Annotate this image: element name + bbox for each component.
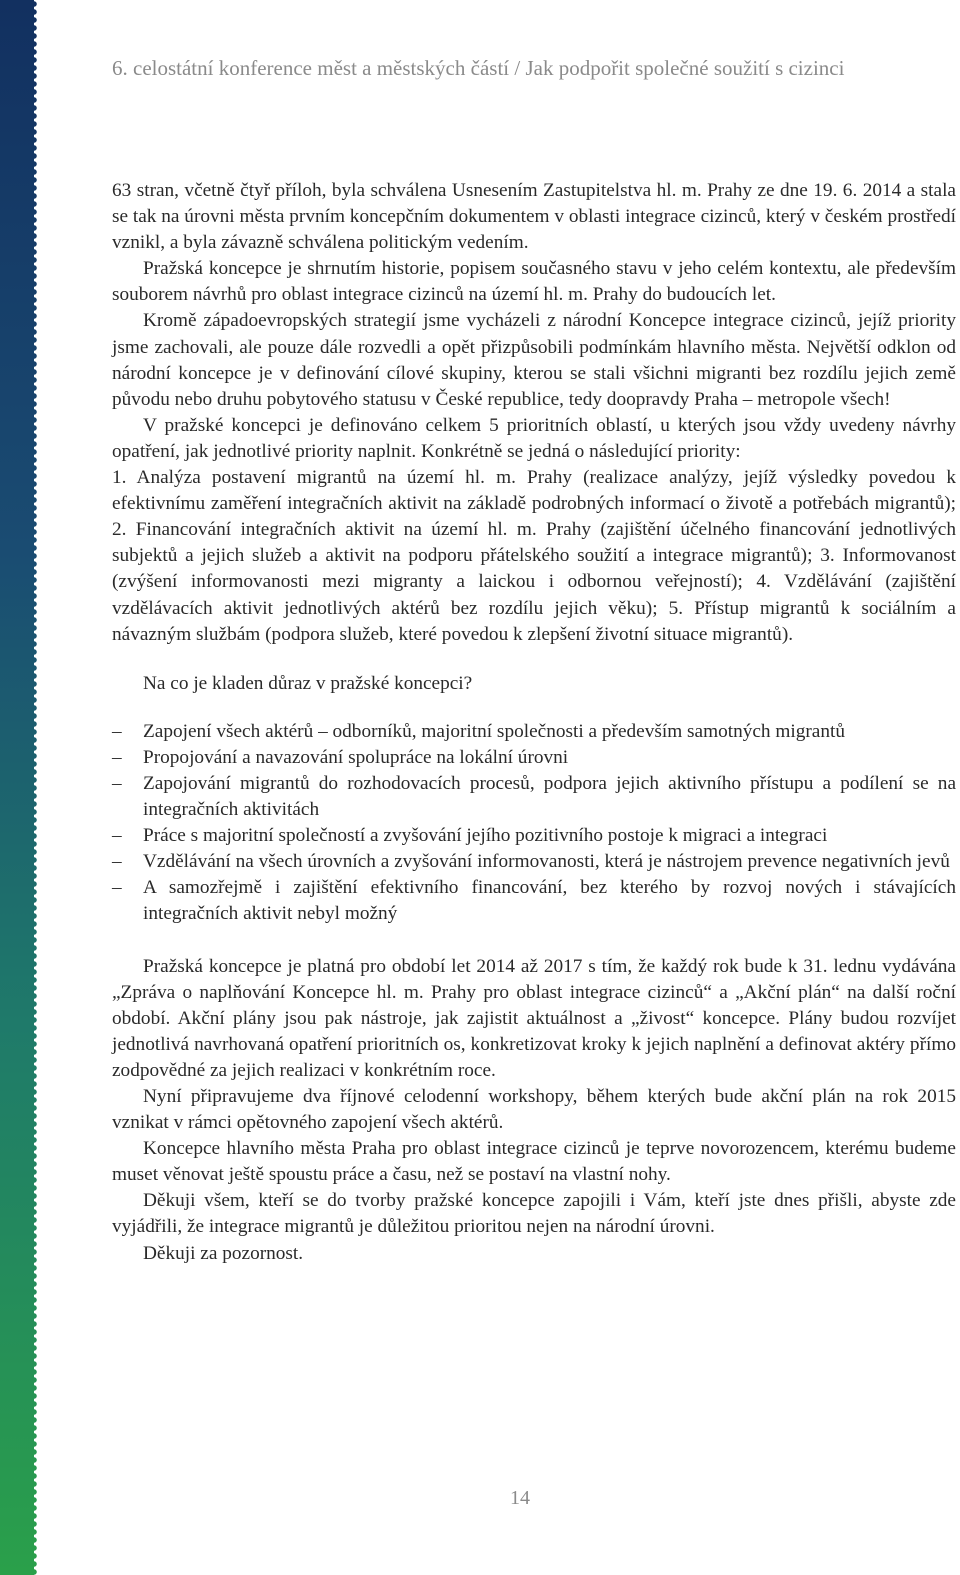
dash-bullet: – bbox=[112, 851, 122, 873]
emphasis-question: Na co je kladen důraz v pražské koncepci? bbox=[143, 672, 473, 694]
paragraph-validity: Pražská koncepce je platná pro období let 2014 až 2017 s tím, že každý rok bude k 31. lednu vydávána „Zpráva o naplňování Koncepce hl. m. Prahy pro oblast integrace cizinců“ a „Akční plán“ na další roční období. Akční plány jsou pak nástroje, jak zajistit aktuálnost a „živost“ koncepce. Plány budou rozvíjet jednotlivá navrhovaná opatření prioritních os, konkretizovat kroky k jejich naplnění a definovat aktéry přímo zodpovědné za jejich realizaci v konkrétním roce. bbox=[112, 955, 956, 1081]
paragraph-summary: Pražská koncepce je shrnutím historie, popisem současného stavu v jeho celém kontextu, ale především souborem návrhů pro oblast integrace cizinců na území hl. m. Prahy do budoucích let. bbox=[112, 258, 956, 306]
paragraph-newborn: Koncepce hlavního města Praha pro oblast integrace cizinců je teprve novorozencem, kterému budeme muset věnovat ještě spoustu práce a času, než se postaví na vlastní nohy. bbox=[112, 1138, 956, 1186]
list-item bbox=[112, 875, 956, 927]
list-item bbox=[112, 823, 956, 849]
dash-bullet: – bbox=[112, 720, 122, 742]
list-item bbox=[112, 849, 956, 875]
paragraph-priorities-list: 1. Analýza postavení migrantů na území hl. m. Prahy (realizace analýzy, jejíž výsledky povedou k efektivnímu zaměření integračních aktivit na základě podrobných informací o životě a potřebách migrantů); 2. Financování integračních aktivit na území hl. m. Prahy (zajištění účelného financování jednotlivých subjektů a jejich služeb a aktivit na podporu přátelského soužití a integrace migrantů); 3. Informovanost (zvýšení informovanosti mezi migranty a laickou i odbornou veřejností); 4. Vzdělávání (zajištění vzdělávacích aktivit jednotlivých aktérů bez rozdílu jejich věku); 5. Přístup migrantů k sociálním a návazným službám (podpora služeb, které povedou k zlepšení životní situace migrantů). bbox=[112, 467, 956, 645]
list-item-text: Zapojení všech aktérů – odborníků, majoritní společnosti a především samotných migrantů bbox=[143, 720, 845, 742]
paragraph-national-concept: Kromě západoevropských strategií jsme vycházeli z národní Koncepce integrace cizinců, jejíž priority jsme zachovali, ale pouze dále rozvedli a opět přizpůsobili podmínkám hlavního města. Největší odklon od národní koncepce je v definování cílové skupiny, kterou se stali všichni migranti bez rozdílu jejich země původu nebo druhu pobytového statusu v České republice, tedy doopravdy Praha – metropole všech! bbox=[112, 310, 956, 410]
paragraph-closing: Děkuji za pozornost. bbox=[143, 1242, 304, 1264]
dash-bullet: – bbox=[112, 746, 122, 768]
decorative-side-stripe bbox=[0, 0, 38, 1575]
list-item-text: Práce s majoritní společností a zvyšování jejího pozitivního postoje k migraci a integraci bbox=[143, 825, 828, 847]
paragraph-thanks: Děkuji všem, kteří se do tvorby pražské koncepce zapojili i Vám, kteří jste dnes přišli, abyste zde vyjádřili, že integrace migrantů je důležitou prioritou nejen na národní úrovni. bbox=[112, 1190, 956, 1238]
paragraph-approval: 63 stran, včetně čtyř příloh, byla schválena Usnesením Zastupitelstva hl. m. Prahy ze dne 19. 6. 2014 a stala se tak na úrovni města prvním koncepčním dokumentem v oblasti integrace cizinců, který v českém prostředí vznikl, a byla závazně schválena politickým vedením. bbox=[112, 180, 956, 254]
list-item-text: Zapojování migrantů do rozhodovacích procesů, podpora jejich aktivního přístupu a podílení se na integračních aktivitách bbox=[143, 772, 956, 821]
list-item bbox=[112, 719, 956, 745]
paragraph-priorities-intro: V pražské koncepci je definováno celkem 5 prioritních oblastí, u kterých jsou vždy uvedeny návrhy opatření, jak jednotlivé priority naplnit. Konkrétně se jedná o následující priority: bbox=[112, 414, 956, 462]
paragraph-workshops: Nyní připravujeme dva říjnové celodenní workshopy, během kterých bude akční plán na rok 2015 vznikat v rámci opětovného zapojení všech aktérů. bbox=[112, 1086, 956, 1134]
page-body bbox=[112, 178, 956, 1267]
list-item bbox=[112, 771, 956, 823]
dash-bullet: – bbox=[112, 772, 122, 794]
side-stripe-scalloped-edge bbox=[34, 0, 42, 1575]
list-item-text: Vzdělávání na všech úrovních a zvyšování informovanosti, která je nástrojem prevence negativních jevů bbox=[143, 851, 950, 873]
list-item-text: Propojování a navazování spolupráce na lokální úrovni bbox=[143, 746, 569, 768]
emphasis-list bbox=[112, 719, 956, 928]
page-number: 14 bbox=[510, 1487, 530, 1509]
list-item bbox=[112, 745, 956, 771]
running-header: 6. celostátní konference měst a městských částí / Jak podpořit společné soužití s cizinci bbox=[112, 56, 845, 80]
dash-bullet: – bbox=[112, 877, 122, 899]
list-item-text: A samozřejmě i zajištění efektivního financování, bez kterého by rozvoj nových i stávajících integračních aktivit nebyl možný bbox=[143, 877, 956, 925]
dash-bullet: – bbox=[112, 825, 122, 847]
